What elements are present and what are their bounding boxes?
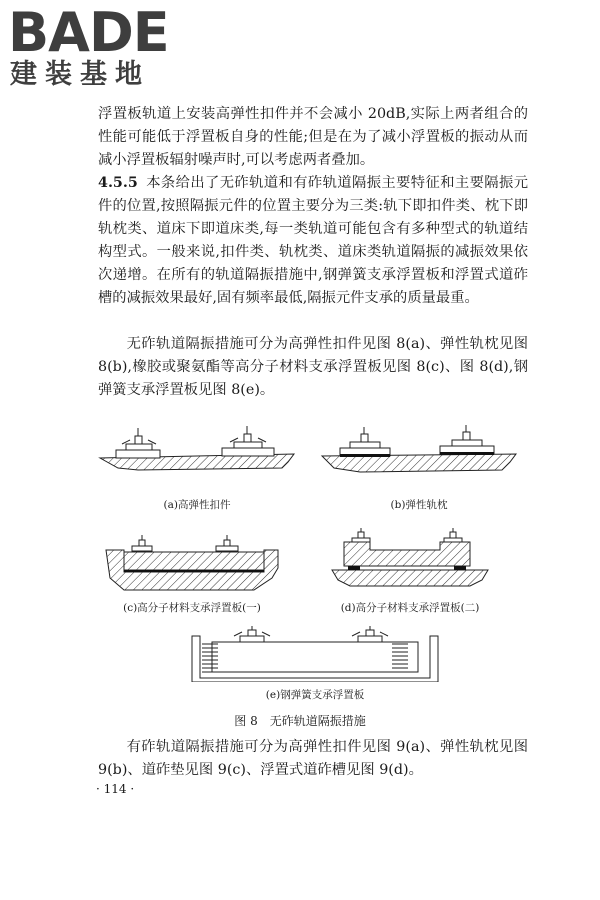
logo-subtitle: 建装基地 [10,59,150,90]
figure-d-drawing [330,528,490,588]
figure-caption: 图 8 无砟轨道隔振措施 [234,714,366,728]
paragraph-4-5-5 [98,172,528,310]
logo-brand: BADE [8,1,169,64]
paragraph-1: 浮置板轨道上安装高弹性扣件并不会减小 20dB,实际上两者组合的性能可能低于浮置板自身的性能;但是在为了减小浮置板的振动从而减小浮置板辐射噪声时,可以考虑两者叠加。 [98,106,528,168]
caption-b: (b)弹性轨枕 [390,499,448,511]
paragraph-4: 有砟轨道隔振措施可分为高弹性扣件见图 9(a)、弹性轨枕见图 9(b)、道砟垫见图 9(c)、浮置式道砟槽见图 9(d)。 [98,739,528,778]
figure-c-drawing [104,534,280,594]
figure-a-drawing [98,422,296,480]
section-body: 本条给出了无砟轨道和有砟轨道隔振主要特征和主要隔振元件的位置,按照隔振元件的位置主要分为三类:轨下即扣件类、枕下即轨枕类、道床下即道床类,每一类轨道可能包含有多种型式的轨道结构型式。一般来说,扣件类、轨枕类、道床类轨道隔振的减振效果依次递增。在所有的轨道隔振措施中,钢弹簧支承浮置板和浮置式道砟槽的减振效果最好,固有频率最低,隔振元件支承的质量最重。 [98,175,528,306]
caption-c: (c)高分子材料支承浮置板(一) [123,602,261,614]
page-number: · 114 · [96,782,135,796]
caption-d: (d)高分子材料支承浮置板(二) [340,602,480,614]
figure-b-drawing [320,424,518,480]
caption-a: (a)高弹性扣件 [163,499,231,511]
figure-e-drawing [190,626,440,682]
bade-logo [8,1,169,90]
section-number: 4.5.5 [98,175,138,191]
caption-e: (e)钢弹簧支承浮置板 [265,689,365,701]
paragraph-3: 无砟轨道隔振措施可分为高弹性扣件见图 8(a)、弹性轨枕见图 8(b),橡胶或聚氨酯等高分子材料支承浮置板见图 8(c)、图 8(d),钢弹簧支承浮置板见图 8(e)。 [98,336,528,398]
